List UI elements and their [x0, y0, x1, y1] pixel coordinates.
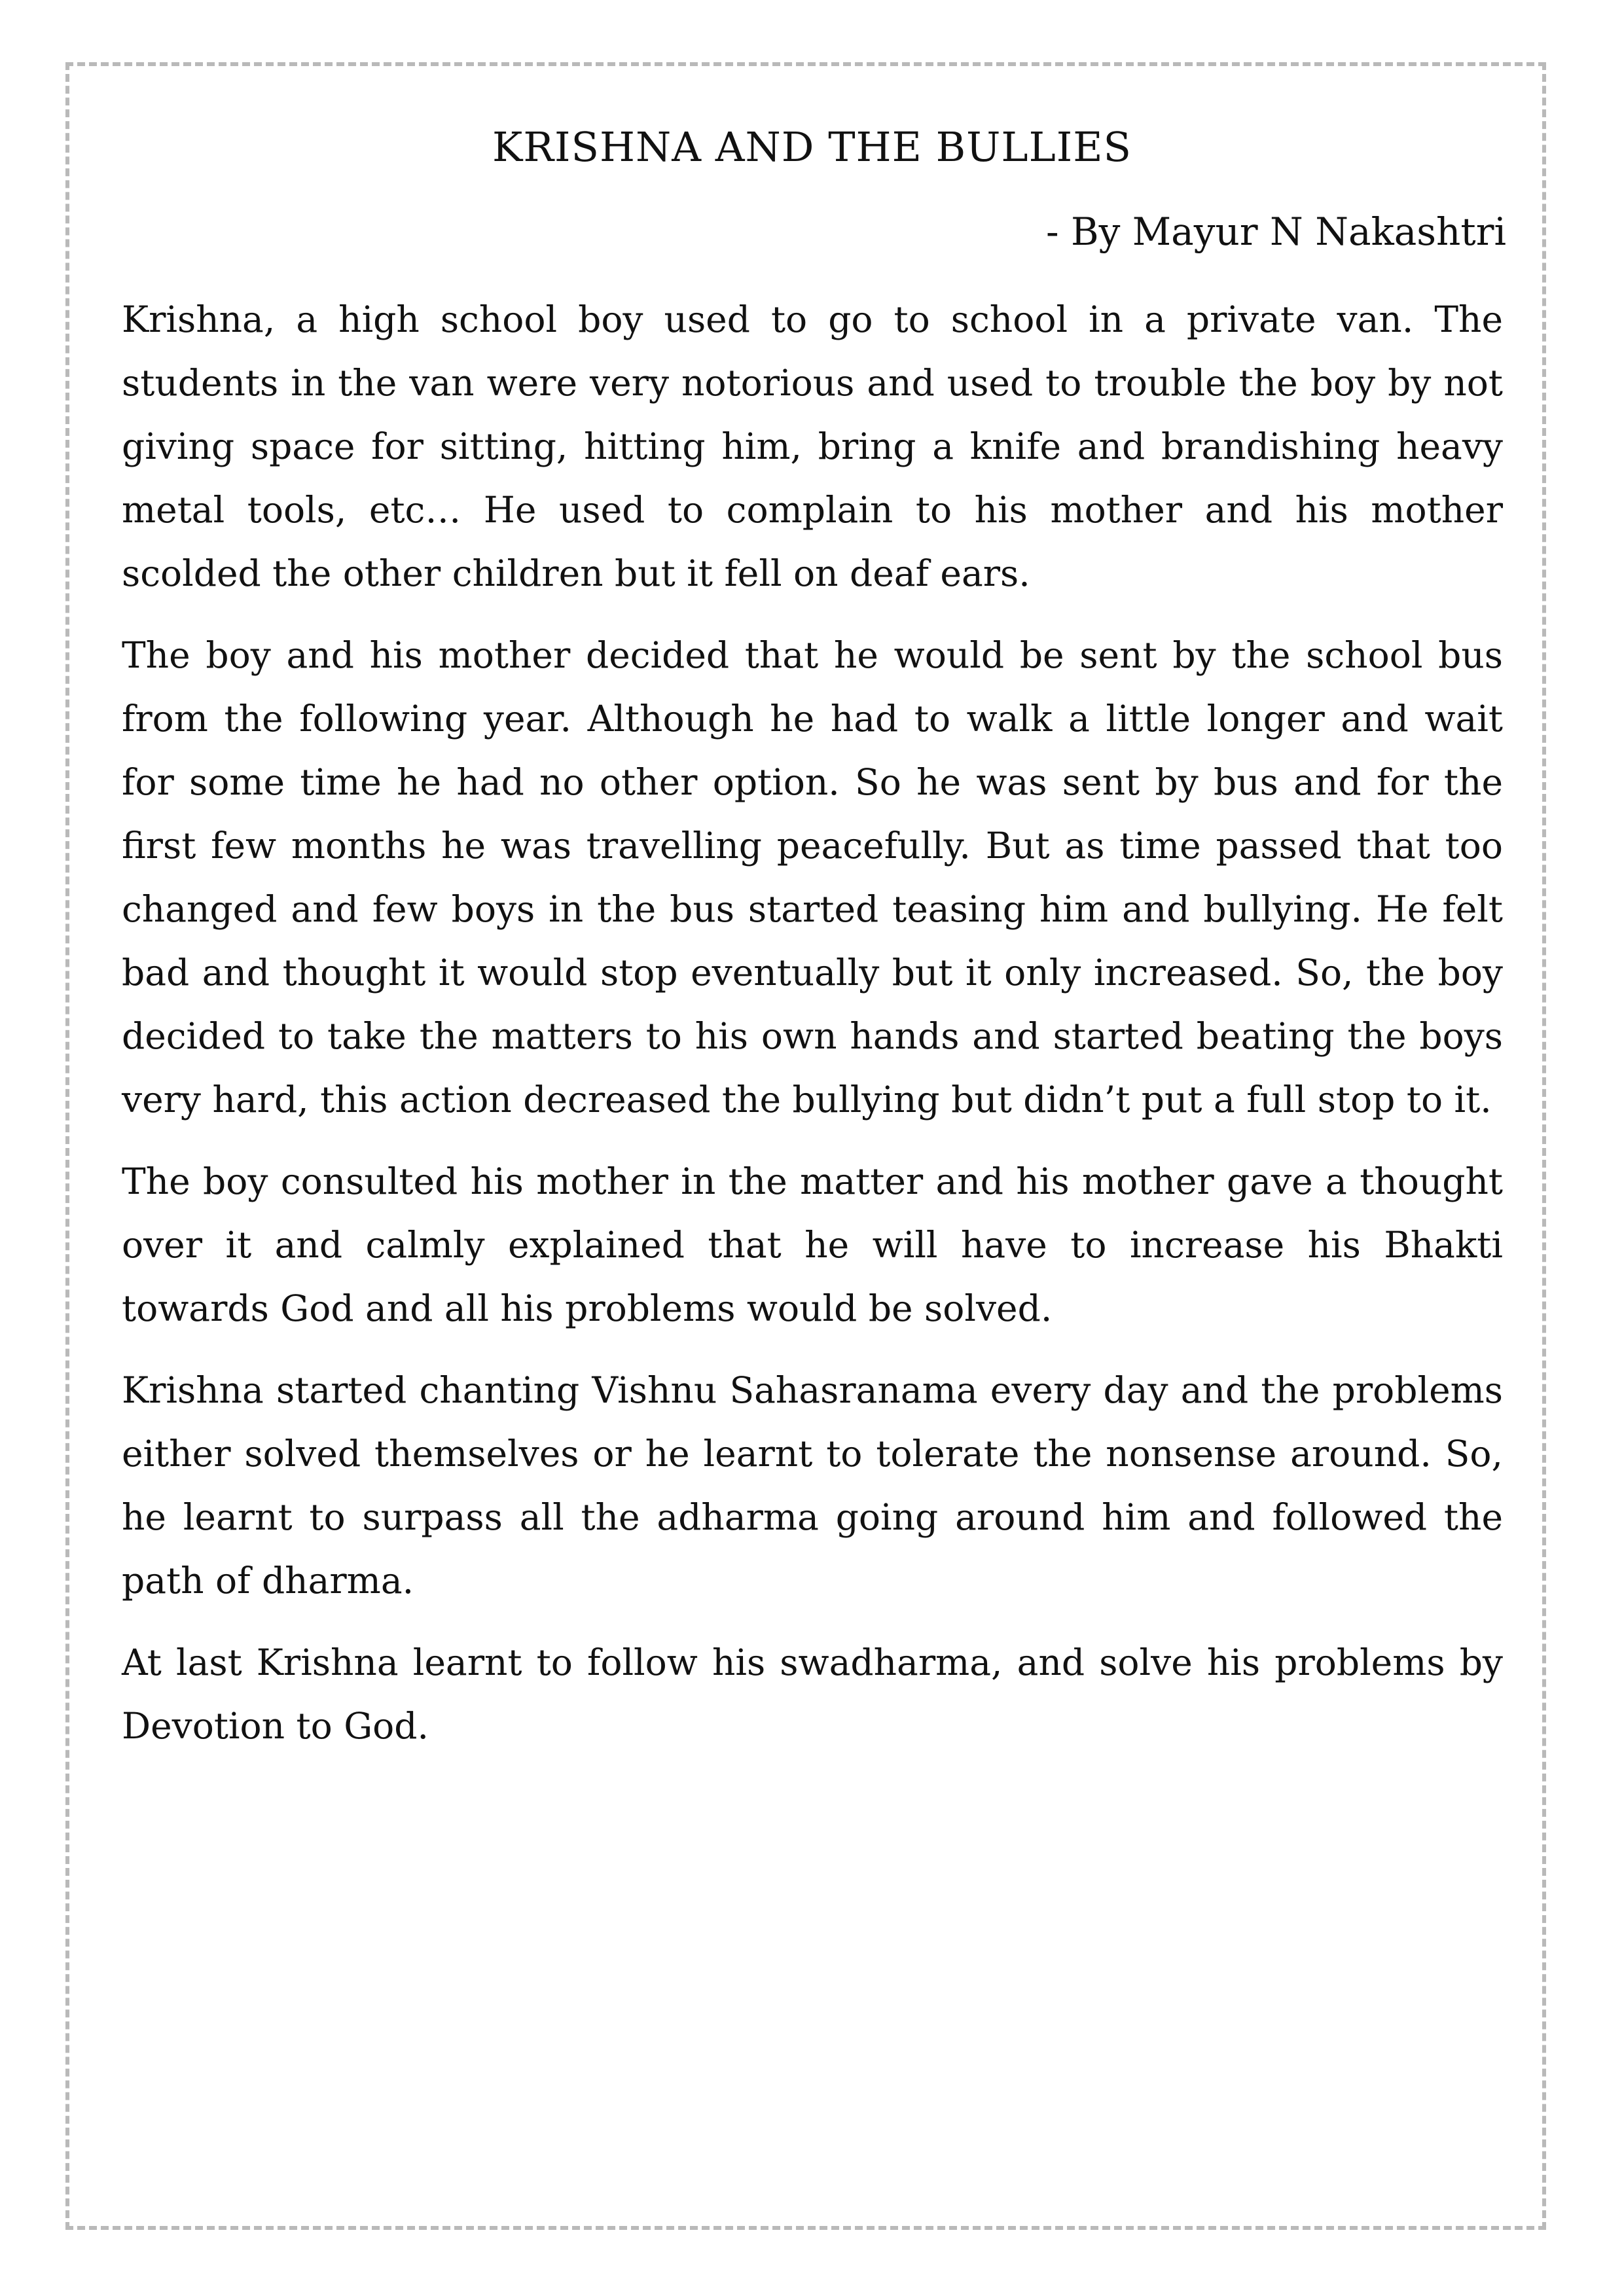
author-byline: - By Mayur N Nakashtri: [1045, 209, 1506, 254]
story-paragraph: The boy consulted his mother in the matter and his mother gave a thought over it and calmly explained that he will have to increase his Bhakti towards God and all his problems would be solved.: [122, 1160, 1503, 1329]
story-paragraph: Krishna, a high school boy used to go to school in a private van. The students in the van were very notorious and used to trouble the boy by not giving space for sitting, hitting him, bring a knife and brandishing heavy metal tools, etc… He used to complain to his mother and his mother scolded the other children but it fell on deaf ears.: [122, 298, 1503, 594]
story-paragraph: The boy and his mother decided that he would be sent by the school bus from the following year. Although he had to walk a little longer and wait for some time he had no other option. So he was sent by bus and for the first few months he was travelling peacefully. But as time passed that too changed and few boys in the bus started teasing him and bullying. He felt bad and thought it would stop eventually but it only increased. So, the boy decided to take the matters to his own hands and started beating the boys very hard, this action decreased the bullying but didn’t put a full stop to it.: [122, 634, 1503, 1121]
story-paragraph: Krishna started chanting Vishnu Sahasranama every day and the problems either solved themselves or he learnt to tolerate the nonsense around. So, he learnt to surpass all the adharma going around him and followed the path of dharma.: [122, 1369, 1503, 1602]
story-paragraph: At last Krishna learnt to follow his swadharma, and solve his problems by Devotion to God.: [122, 1641, 1503, 1747]
story-body: [122, 288, 1503, 1776]
story-title: KRISHNA AND THE BULLIES: [492, 123, 1132, 171]
